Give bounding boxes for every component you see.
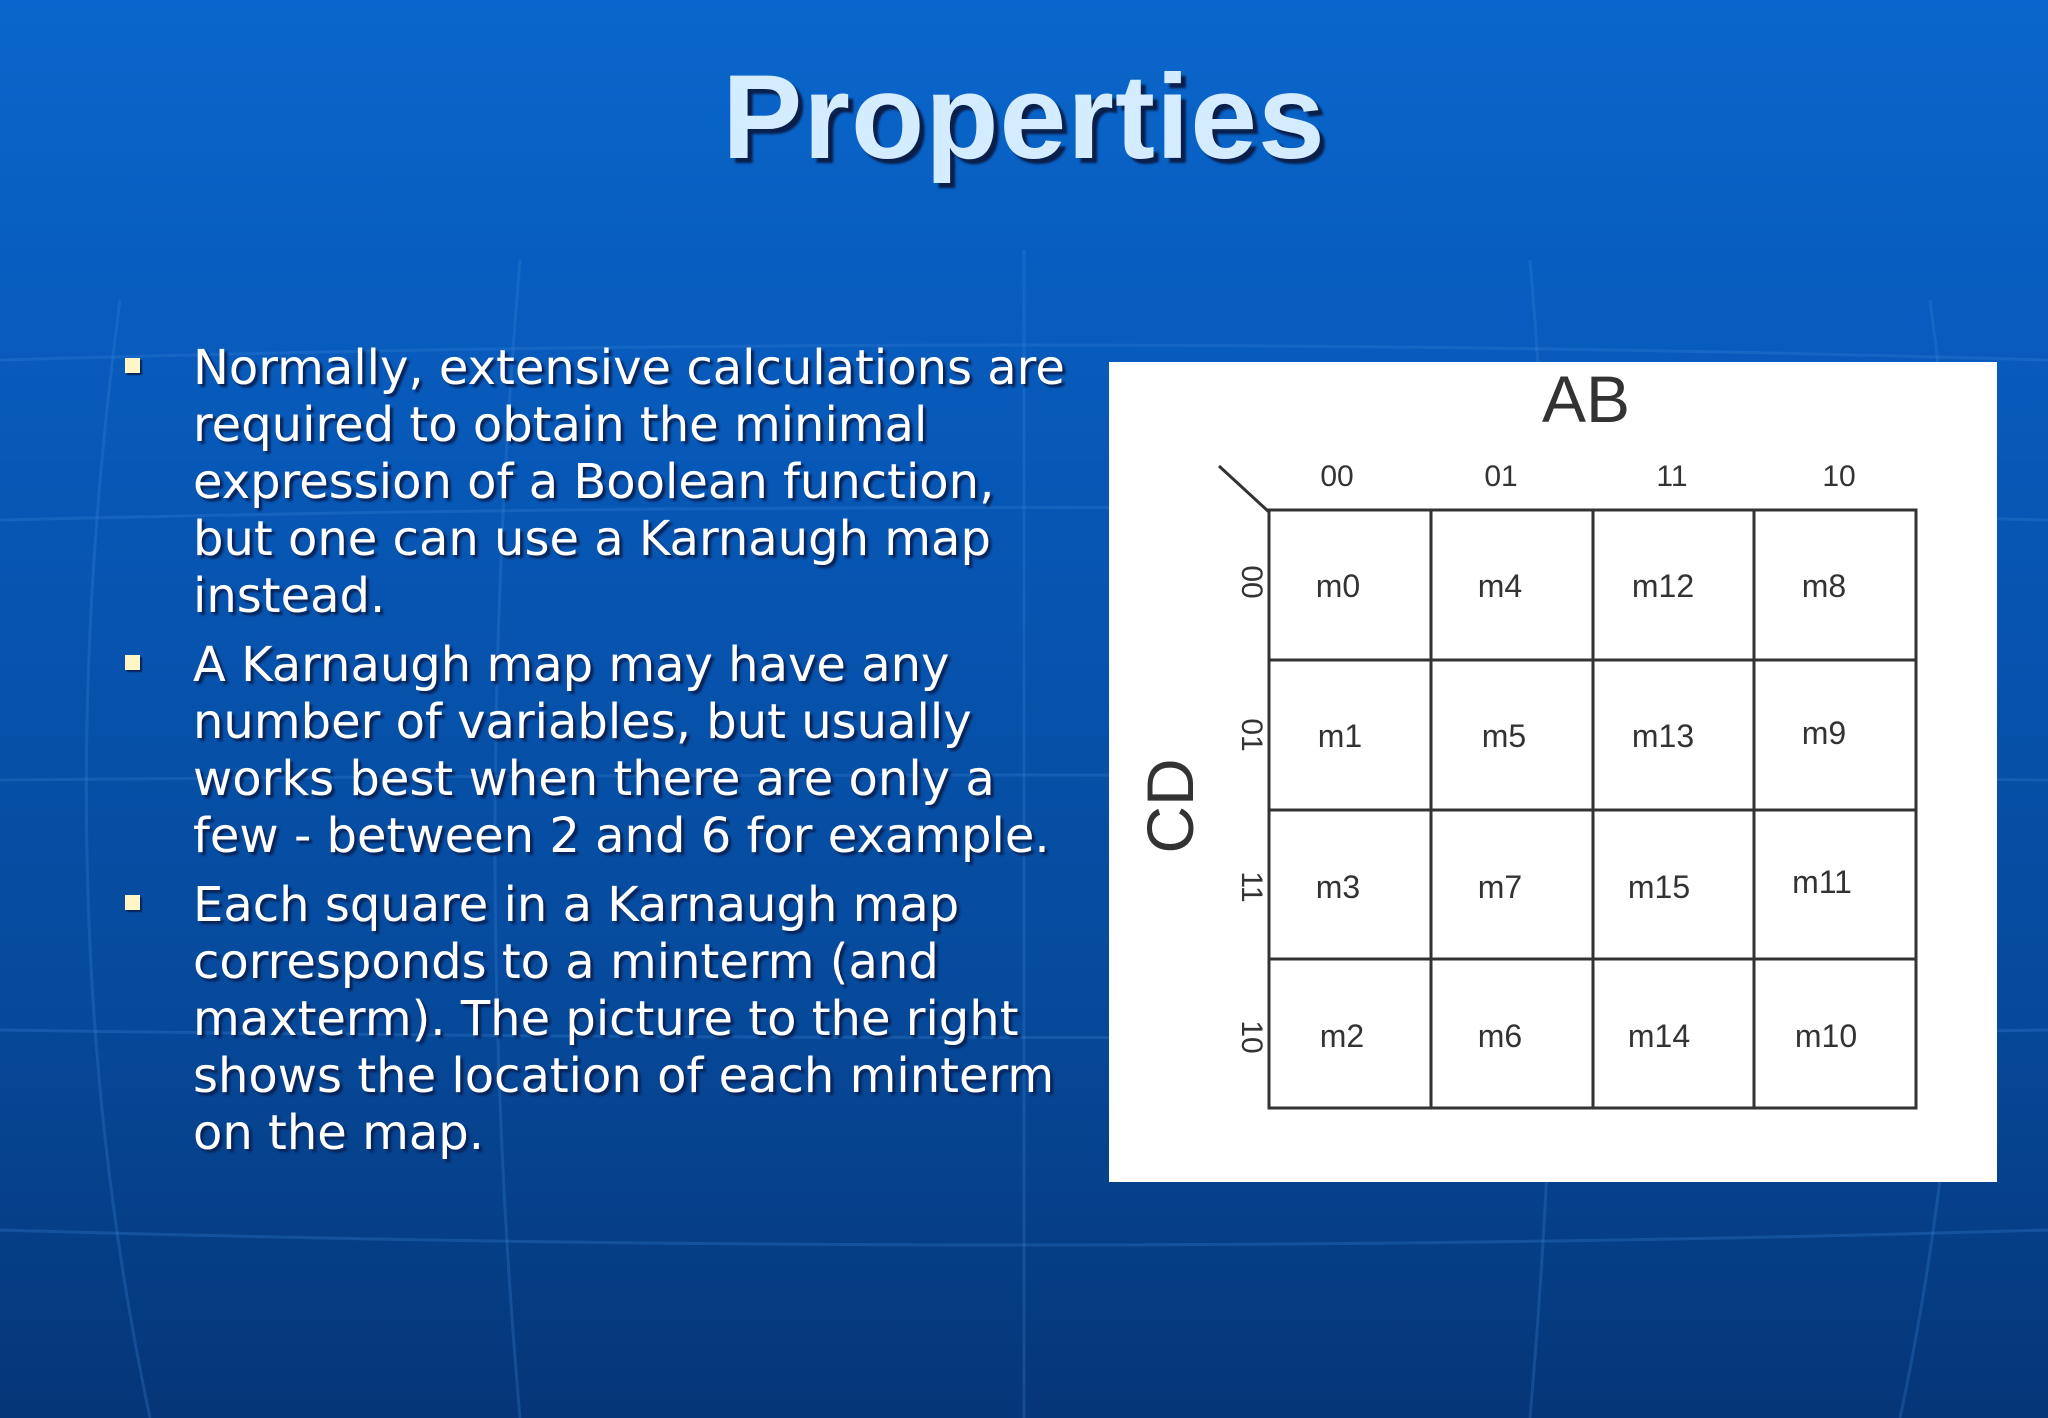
kmap-cell: m5 bbox=[1481, 718, 1527, 754]
kmap-cell: m6 bbox=[1477, 1018, 1523, 1054]
kmap-cell: m2 bbox=[1319, 1018, 1365, 1054]
karnaugh-map-diagram bbox=[1109, 362, 1997, 1182]
kmap-cell: m4 bbox=[1477, 568, 1523, 604]
kmap-cell: m9 bbox=[1801, 715, 1847, 751]
kmap-cell: m7 bbox=[1477, 869, 1523, 905]
kmap-col-label: 00 bbox=[1320, 460, 1354, 493]
kmap-row-variable: CD bbox=[1133, 758, 1207, 854]
kmap-cell: m14 bbox=[1627, 1018, 1691, 1054]
bullet-list bbox=[120, 340, 1080, 1174]
bullet-item bbox=[120, 340, 1080, 625]
kmap-cell: m12 bbox=[1631, 568, 1695, 604]
kmap-row-label: 10 bbox=[1235, 1020, 1268, 1054]
kmap-cell: m11 bbox=[1792, 864, 1852, 900]
kmap-cell: m10 bbox=[1794, 1018, 1858, 1054]
kmap-cell: m1 bbox=[1317, 718, 1363, 754]
bullet-text: Normally, extensive calculations are required to obtain the minimal expression of a Boolean function, but one can use a Karnaugh map instead. bbox=[193, 340, 1065, 624]
kmap-row-label: 01 bbox=[1235, 718, 1268, 752]
kmap-col-label: 11 bbox=[1656, 460, 1688, 493]
kmap-row-label: 00 bbox=[1235, 565, 1268, 599]
bullet-item bbox=[120, 877, 1080, 1162]
kmap-column-variable: AB bbox=[1541, 362, 1631, 436]
kmap-cell: m8 bbox=[1801, 568, 1847, 604]
slide-title: Properties bbox=[722, 50, 1326, 184]
bullet-square-icon bbox=[125, 895, 140, 910]
bullet-square-icon bbox=[125, 358, 140, 373]
kmap-col-label: 01 bbox=[1484, 460, 1518, 493]
kmap-cell: m3 bbox=[1315, 869, 1361, 905]
kmap-cell: m0 bbox=[1315, 568, 1361, 604]
bullet-text: Each square in a Karnaugh map corresponds to a minterm (and maxterm). The picture to the right shows the location of each minterm on the map. bbox=[193, 877, 1055, 1161]
kmap-col-label: 10 bbox=[1822, 460, 1856, 493]
bullet-item bbox=[120, 637, 1080, 865]
bullet-square-icon bbox=[125, 655, 140, 670]
bullet-text: A Karnaugh map may have any number of variables, but usually works best when there are only a few - between 2 and 6 for example. bbox=[193, 637, 1050, 864]
kmap-cell: m13 bbox=[1631, 718, 1695, 754]
kmap-corner-diagonal bbox=[1219, 466, 1269, 512]
karnaugh-map-figure bbox=[1109, 362, 1997, 1182]
kmap-row-label: 11 bbox=[1235, 871, 1268, 903]
kmap-cell: m15 bbox=[1627, 869, 1691, 905]
